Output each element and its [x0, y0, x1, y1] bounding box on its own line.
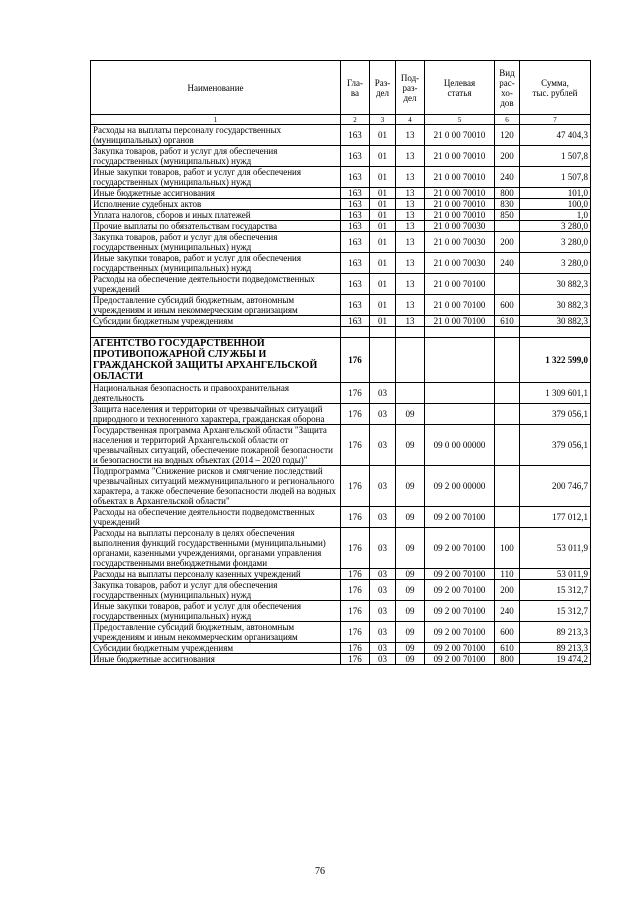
cell-statya	[425, 404, 495, 425]
cell-summa: 1 507,8	[520, 167, 591, 188]
cell-name: Иные закупки товаров, работ и услуг для обеспечения государственных (муниципальных) нужд	[91, 167, 341, 188]
cell-vid	[495, 338, 520, 383]
cell-razdel: 01	[370, 316, 396, 327]
cell-name: Иные закупки товаров, работ и услуг для обеспечения государственных (муниципальных) нужд	[91, 253, 341, 274]
cell-name: Расходы на обеспечение деятельности подведомственных учреждений	[91, 274, 341, 295]
cell-summa: 30 882,3	[520, 295, 591, 316]
table-row	[91, 383, 591, 404]
budget-page	[90, 60, 590, 665]
cell-statya: 09 2 00 70100	[425, 643, 495, 654]
table-row	[91, 146, 591, 167]
cell-summa: 53 011,9	[520, 528, 591, 569]
table-row	[91, 404, 591, 425]
cell-statya: 09 2 00 70100	[425, 601, 495, 622]
cell-glava: 163	[341, 210, 370, 221]
table-row	[91, 622, 591, 643]
cell-summa: 1 507,8	[520, 146, 591, 167]
cell-statya: 21 0 00 70100	[425, 295, 495, 316]
cell-glava: 163	[341, 167, 370, 188]
cell-name: Расходы на выплаты персоналу казенных учреждений	[91, 569, 341, 580]
cell-glava: 176	[341, 654, 370, 665]
column-number: 6	[495, 115, 520, 125]
cell-podrazdel: 09	[396, 654, 425, 665]
cell-vid: 800	[495, 654, 520, 665]
table-row	[91, 654, 591, 665]
spacer-row	[91, 327, 591, 338]
cell-name: Субсидии бюджетным учреждениям	[91, 643, 341, 654]
cell-name: Уплата налогов, сборов и иных платежей	[91, 210, 341, 221]
cell-name: Расходы на выплаты персоналу в целях обеспечения выполнения функций государственными (муниципальными) органами, казенными учреждениями, органами управления государственными внебюджетными фондами	[91, 528, 341, 569]
cell-razdel: 01	[370, 210, 396, 221]
table-row	[91, 210, 591, 221]
cell-podrazdel: 09	[396, 601, 425, 622]
table-row	[91, 528, 591, 569]
cell-glava: 176	[341, 601, 370, 622]
table-row	[91, 643, 591, 654]
cell-statya: 09 2 00 70100	[425, 654, 495, 665]
cell-name: АГЕНТСТВО ГОСУДАРСТВЕННОЙ ПРОТИВОПОЖАРНОЙ СЛУЖБЫ И ГРАЖДАНСКОЙ ЗАЩИТЫ АРХАНГЕЛЬСКОЙ ОБЛАСТИ	[91, 338, 341, 383]
cell-glava: 163	[341, 221, 370, 232]
table-row	[91, 125, 591, 146]
cell-glava: 163	[341, 295, 370, 316]
cell-razdel: 03	[370, 466, 396, 507]
header-vid: Вид рас- хо- дов	[495, 61, 520, 115]
cell-summa: 101,0	[520, 188, 591, 199]
spacer-cell	[341, 327, 370, 338]
table-row	[91, 580, 591, 601]
cell-razdel: 03	[370, 528, 396, 569]
cell-summa: 3 280,0	[520, 221, 591, 232]
cell-glava: 163	[341, 253, 370, 274]
column-number: 5	[425, 115, 495, 125]
spacer-cell	[370, 327, 396, 338]
cell-name: Расходы на обеспечение деятельности подведомственных учреждений	[91, 507, 341, 528]
cell-summa: 1 309 601,1	[520, 383, 591, 404]
cell-glava: 163	[341, 232, 370, 253]
cell-summa: 53 011,9	[520, 569, 591, 580]
cell-podrazdel: 13	[396, 146, 425, 167]
cell-summa: 30 882,3	[520, 274, 591, 295]
header-podrazdel: Под- раз- дел	[396, 61, 425, 115]
cell-name: Иные бюджетные ассигнования	[91, 188, 341, 199]
column-number: 2	[341, 115, 370, 125]
cell-vid: 830	[495, 199, 520, 210]
cell-name: Прочие выплаты по обязательствам государства	[91, 221, 341, 232]
cell-summa: 379 056,1	[520, 404, 591, 425]
cell-summa: 19 474,2	[520, 654, 591, 665]
table-row	[91, 601, 591, 622]
cell-name: Иные закупки товаров, работ и услуг для обеспечения государственных (муниципальных) нужд	[91, 601, 341, 622]
column-number: 7	[520, 115, 591, 125]
cell-statya: 21 0 00 70010	[425, 146, 495, 167]
cell-vid: 600	[495, 622, 520, 643]
cell-podrazdel: 13	[396, 125, 425, 146]
cell-glava: 176	[341, 338, 370, 383]
cell-razdel: 03	[370, 601, 396, 622]
cell-name: Подпрограмма "Снижение рисков и смягчение последствий чрезвычайных ситуаций межмуниципального и регионального характера, а также обеспечение безопасности людей на водных объектах в Архангельской области"	[91, 466, 341, 507]
cell-statya: 21 0 00 70030	[425, 253, 495, 274]
cell-glava: 163	[341, 188, 370, 199]
cell-name: Расходы на выплаты персоналу государственных (муниципальных) органов	[91, 125, 341, 146]
cell-glava: 176	[341, 507, 370, 528]
cell-name: Закупка товаров, работ и услуг для обеспечения государственных (муниципальных) нужд	[91, 232, 341, 253]
cell-statya	[425, 383, 495, 404]
cell-name: Иные бюджетные ассигнования	[91, 654, 341, 665]
cell-statya: 09 0 00 00000	[425, 425, 495, 466]
cell-vid: 100	[495, 528, 520, 569]
header-name: Наименование	[91, 61, 341, 115]
cell-statya: 09 2 00 70100	[425, 622, 495, 643]
cell-vid: 110	[495, 569, 520, 580]
cell-podrazdel: 09	[396, 622, 425, 643]
cell-podrazdel: 13	[396, 316, 425, 327]
spacer-cell	[91, 327, 341, 338]
cell-glava: 163	[341, 316, 370, 327]
cell-vid	[495, 425, 520, 466]
cell-statya: 21 0 00 70010	[425, 210, 495, 221]
cell-summa: 1 322 599,0	[520, 338, 591, 383]
cell-summa: 3 280,0	[520, 232, 591, 253]
column-number-row	[91, 115, 591, 125]
cell-razdel: 03	[370, 507, 396, 528]
table-row	[91, 507, 591, 528]
column-number: 3	[370, 115, 396, 125]
cell-podrazdel: 09	[396, 404, 425, 425]
cell-razdel: 01	[370, 188, 396, 199]
cell-vid: 850	[495, 210, 520, 221]
cell-podrazdel: 09	[396, 466, 425, 507]
cell-vid	[495, 383, 520, 404]
cell-statya: 09 2 00 70100	[425, 569, 495, 580]
cell-podrazdel	[396, 338, 425, 383]
table-row	[91, 167, 591, 188]
cell-vid: 240	[495, 601, 520, 622]
cell-summa: 89 213,3	[520, 643, 591, 654]
table-row	[91, 425, 591, 466]
cell-podrazdel: 13	[396, 210, 425, 221]
cell-podrazdel: 13	[396, 274, 425, 295]
cell-summa: 15 312,7	[520, 601, 591, 622]
cell-vid: 200	[495, 580, 520, 601]
cell-glava: 176	[341, 466, 370, 507]
header-summa: Сумма, тыс. рублей	[520, 61, 591, 115]
column-number: 4	[396, 115, 425, 125]
cell-podrazdel: 13	[396, 295, 425, 316]
cell-razdel: 03	[370, 425, 396, 466]
cell-name: Предоставление субсидий бюджетным, автономным учреждениям и иным некоммерческим организациям	[91, 622, 341, 643]
cell-razdel: 03	[370, 654, 396, 665]
cell-name: Субсидии бюджетным учреждениям	[91, 316, 341, 327]
budget-table	[90, 60, 591, 665]
cell-razdel: 03	[370, 404, 396, 425]
table-row	[91, 569, 591, 580]
cell-glava: 176	[341, 425, 370, 466]
cell-statya: 21 0 00 70010	[425, 167, 495, 188]
cell-statya: 21 0 00 70100	[425, 316, 495, 327]
cell-summa: 200 746,7	[520, 466, 591, 507]
cell-glava: 176	[341, 528, 370, 569]
cell-glava: 163	[341, 274, 370, 295]
cell-statya: 21 0 00 70100	[425, 274, 495, 295]
cell-statya: 09 2 00 70100	[425, 507, 495, 528]
cell-podrazdel: 13	[396, 167, 425, 188]
cell-glava: 176	[341, 404, 370, 425]
table-row	[91, 199, 591, 210]
cell-razdel: 03	[370, 643, 396, 654]
cell-summa: 3 280,0	[520, 253, 591, 274]
cell-podrazdel: 09	[396, 569, 425, 580]
cell-vid	[495, 274, 520, 295]
cell-vid	[495, 404, 520, 425]
cell-name: Защита населения и территории от чрезвычайных ситуаций природного и техногенного характера, гражданская оборона	[91, 404, 341, 425]
cell-glava: 163	[341, 125, 370, 146]
table-row	[91, 295, 591, 316]
cell-statya: 21 0 00 70010	[425, 188, 495, 199]
cell-razdel: 01	[370, 146, 396, 167]
cell-name: Государственная программа Архангельской области "Защита населения и территорий Архангельской области от чрезвычайных ситуаций, обеспечение пожарной безопасности и безопасности на водных объектах (2014 – 2020 годы)"	[91, 425, 341, 466]
cell-podrazdel: 13	[396, 188, 425, 199]
cell-podrazdel: 09	[396, 528, 425, 569]
cell-podrazdel: 09	[396, 425, 425, 466]
section-header-row	[91, 338, 591, 383]
cell-razdel: 03	[370, 569, 396, 580]
header-glava: Гла- ва	[341, 61, 370, 115]
cell-podrazdel: 13	[396, 221, 425, 232]
table-row	[91, 188, 591, 199]
cell-glava: 176	[341, 569, 370, 580]
cell-statya: 21 0 00 70030	[425, 221, 495, 232]
cell-statya: 09 2 00 70100	[425, 580, 495, 601]
cell-summa: 15 312,7	[520, 580, 591, 601]
cell-name: Национальная безопасность и правоохранительная деятельность	[91, 383, 341, 404]
cell-vid: 200	[495, 146, 520, 167]
cell-vid: 610	[495, 316, 520, 327]
cell-razdel: 01	[370, 295, 396, 316]
header-row	[91, 61, 591, 115]
cell-razdel: 01	[370, 232, 396, 253]
cell-vid	[495, 221, 520, 232]
table-row	[91, 316, 591, 327]
table-row	[91, 274, 591, 295]
cell-razdel: 03	[370, 622, 396, 643]
header-statya: Целевая статья	[425, 61, 495, 115]
cell-razdel: 01	[370, 199, 396, 210]
cell-summa: 100,0	[520, 199, 591, 210]
cell-vid	[495, 466, 520, 507]
cell-summa: 30 882,3	[520, 316, 591, 327]
cell-vid: 200	[495, 232, 520, 253]
table-row	[91, 466, 591, 507]
cell-name: Закупка товаров, работ и услуг для обеспечения государственных (муниципальных) нужд	[91, 580, 341, 601]
cell-razdel: 01	[370, 167, 396, 188]
cell-name: Закупка товаров, работ и услуг для обеспечения государственных (муниципальных) нужд	[91, 146, 341, 167]
cell-vid	[495, 507, 520, 528]
cell-razdel: 03	[370, 383, 396, 404]
spacer-cell	[425, 327, 495, 338]
cell-razdel: 01	[370, 125, 396, 146]
cell-glava: 176	[341, 383, 370, 404]
cell-glava: 163	[341, 146, 370, 167]
table-row	[91, 253, 591, 274]
cell-vid: 610	[495, 643, 520, 654]
cell-statya: 21 0 00 70010	[425, 125, 495, 146]
cell-razdel	[370, 338, 396, 383]
cell-vid: 800	[495, 188, 520, 199]
cell-statya: 21 0 00 70010	[425, 199, 495, 210]
cell-razdel: 01	[370, 221, 396, 232]
cell-statya: 21 0 00 70030	[425, 232, 495, 253]
table-body	[91, 125, 591, 665]
column-number: 1	[91, 115, 341, 125]
cell-summa: 379 056,1	[520, 425, 591, 466]
cell-podrazdel: 09	[396, 580, 425, 601]
table-row	[91, 221, 591, 232]
cell-summa: 1,0	[520, 210, 591, 221]
cell-vid: 240	[495, 253, 520, 274]
spacer-cell	[520, 327, 591, 338]
cell-razdel: 03	[370, 580, 396, 601]
cell-razdel: 01	[370, 274, 396, 295]
cell-podrazdel: 09	[396, 507, 425, 528]
page-number: 76	[315, 866, 325, 877]
cell-name: Предоставление субсидий бюджетным, автономным учреждениям и иным некоммерческим организациям	[91, 295, 341, 316]
cell-podrazdel: 13	[396, 232, 425, 253]
table-row	[91, 232, 591, 253]
cell-vid: 600	[495, 295, 520, 316]
cell-glava: 163	[341, 199, 370, 210]
cell-vid: 120	[495, 125, 520, 146]
cell-statya: 09 2 00 70100	[425, 528, 495, 569]
cell-vid: 240	[495, 167, 520, 188]
cell-statya	[425, 338, 495, 383]
cell-razdel: 01	[370, 253, 396, 274]
cell-summa: 89 213,3	[520, 622, 591, 643]
cell-podrazdel	[396, 383, 425, 404]
cell-podrazdel: 09	[396, 643, 425, 654]
spacer-cell	[396, 327, 425, 338]
cell-summa: 47 404,3	[520, 125, 591, 146]
spacer-cell	[495, 327, 520, 338]
cell-statya: 09 2 00 00000	[425, 466, 495, 507]
cell-podrazdel: 13	[396, 199, 425, 210]
cell-podrazdel: 13	[396, 253, 425, 274]
cell-glava: 176	[341, 622, 370, 643]
cell-glava: 176	[341, 643, 370, 654]
cell-glava: 176	[341, 580, 370, 601]
header-razdel: Раз- дел	[370, 61, 396, 115]
cell-summa: 177 012,1	[520, 507, 591, 528]
cell-name: Исполнение судебных актов	[91, 199, 341, 210]
